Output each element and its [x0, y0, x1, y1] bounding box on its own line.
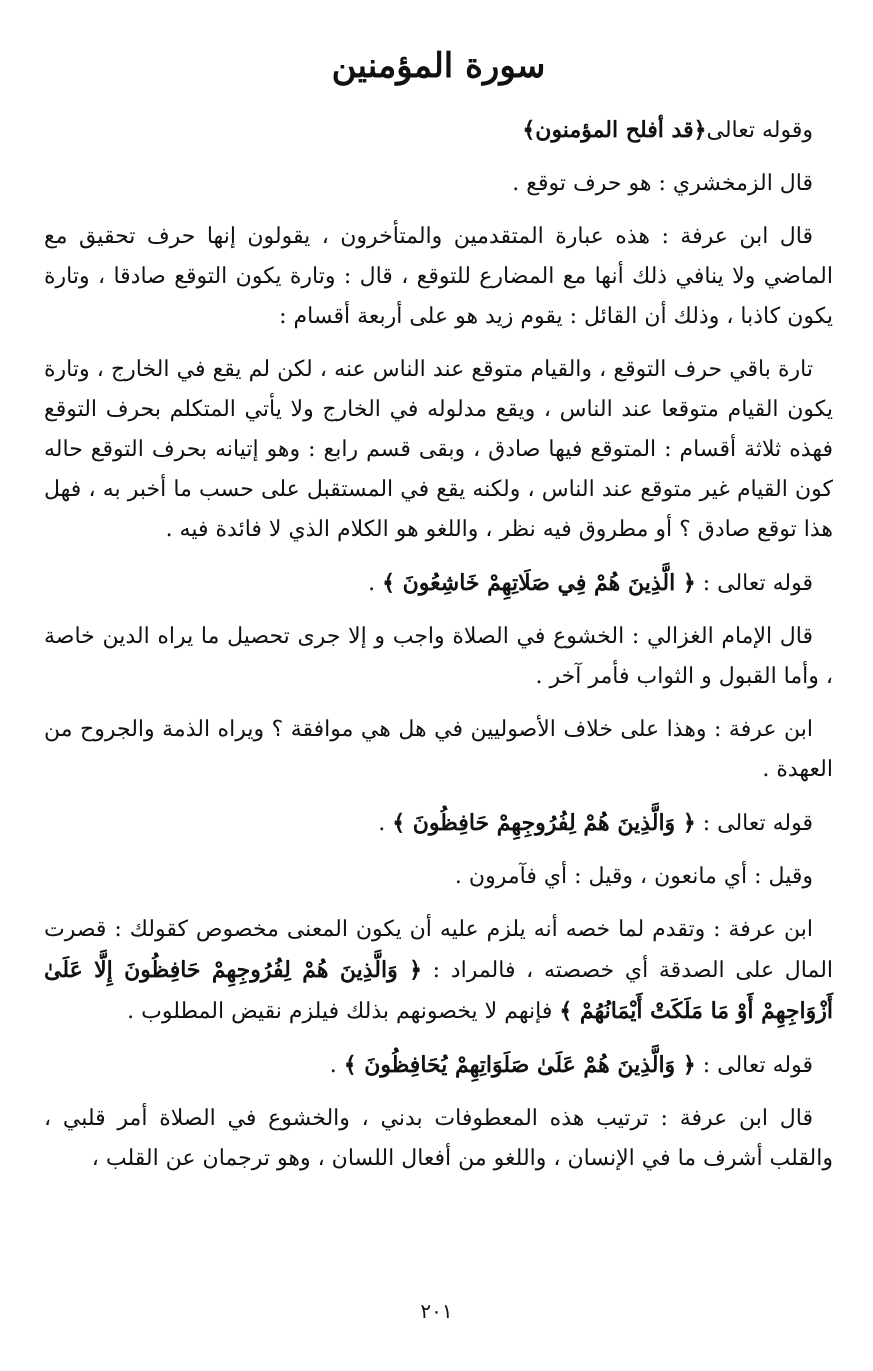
paragraph-10-intro: ابن عرفة : وتقدم لما خصه أنه يلزم عليه أن يكون المعنى مخصوص كقولك : قصرت المال على الصدقة أي خصصته ، فالمراد : — [44, 917, 834, 983]
paragraph-8 — [44, 803, 833, 844]
paragraph-8-tail: . — [378, 811, 393, 836]
paragraph-4: تارة باقي حرف التوقع ، والقيام متوقع عند الناس عنه ، لكن لم يقع في الخارج ، وتارة يكون القيام متوقعا عند الناس ، ويقع مدلوله في الخارج ولا يأتي المتكلم بحرف التوقع فهذه ثلاثة أقسام : المتوقع فيها صادق ، وبقى قسم رابع : وهو إتيانه بحرف التوقع حاله كون القيام غير متوقع عند الناس ، ولكنه يقع في المستقبل على حسب ما أخبر به ، فهل هذا توقع صادق ؟ أو مطروق فيه نظر ، واللغو هو الكلام الذي لا فائدة فيه . — [44, 357, 833, 542]
paragraph-11 — [44, 1045, 833, 1086]
paragraph-5-tail: . — [368, 571, 383, 596]
page-title: سورة المؤمنين — [331, 46, 546, 86]
paragraph-1-quran-quote: ﴿قد أفلح المؤمنون﴾ — [522, 117, 707, 143]
paragraph-11-quran-quote: ﴿ وَالَّذِينَ هُمْ عَلَىٰ صَلَوَاتِهِمْ يُحَافِظُونَ ﴾ — [343, 1052, 696, 1078]
paragraph-5-quran-quote: ﴿ الَّذِينَ هُمْ فِي صَلَاتِهِمْ خَاشِعُونَ ﴾ — [382, 570, 696, 596]
paragraph-2: قال الزمخشري : هو حرف توقع . — [512, 171, 813, 196]
paragraph-8-quran-quote: ﴿ وَالَّذِينَ هُمْ لِفُرُوجِهِمْ حَافِظُونَ ﴾ — [392, 810, 696, 836]
paragraph-1 — [44, 110, 833, 151]
page-number: ٢٠١ — [420, 1299, 453, 1323]
paragraph-5 — [44, 563, 833, 604]
paragraph-8-intro: قوله تعالى : — [695, 811, 813, 836]
paragraph-6: قال الإمام الغزالي : الخشوع في الصلاة واجب و إلا جرى تحصيل ما يراه الدين خاصة ، وأما القبول و الثواب فأمر آخر . — [44, 624, 833, 689]
paragraph-10-quran-quote: ﴿ وَالَّذِينَ هُمْ لِفُرُوجِهِمْ حَافِظُونَ إِلَّا عَلَىٰ أَزْوَاجِهِمْ أَوْ مَا مَلَكَتْ أَيْمَانُهُمْ ﴾ — [44, 957, 833, 1024]
paragraph-11-tail: . — [329, 1053, 344, 1078]
paragraph-9: وقيل : أي مانعون ، وقيل : أي فآمرون . — [454, 864, 813, 889]
paragraph-11-intro: قوله تعالى : — [695, 1053, 813, 1078]
paragraph-3: قال ابن عرفة : هذه عبارة المتقدمين والمتأخرون ، يقولون إنها حرف تحقيق مع الماضي ولا ينافي ذلك أنها مع المضارع للتوقع ، قال : وتارة يكون التوقع صادقا ، وتارة يكون كاذبا ، وذلك أن القائل : يقوم زيد هو على أربعة أقسام : — [44, 224, 833, 329]
paragraph-10-tail: فإنهم لا يخصونهم بذلك فيلزم نقيض المطلوب . — [127, 999, 560, 1024]
paragraph-10 — [44, 910, 833, 1032]
paragraph-5-intro: قوله تعالى : — [695, 571, 813, 596]
paragraph-7: ابن عرفة : وهذا على خلاف الأصوليين في هل هي موافقة ؟ ويراه الذمة والجروح من العهدة . — [44, 717, 833, 782]
paragraph-12: قال ابن عرفة : ترتيب هذه المعطوفات بدني ، والخشوع في الصلاة أمر قلبي ، والقلب أشرف ما في الإنسان ، واللغو من أفعال اللسان ، وهو ترجمان عن القلب ، — [44, 1106, 833, 1171]
paragraph-1-intro: وقوله تعالى — [706, 118, 813, 143]
